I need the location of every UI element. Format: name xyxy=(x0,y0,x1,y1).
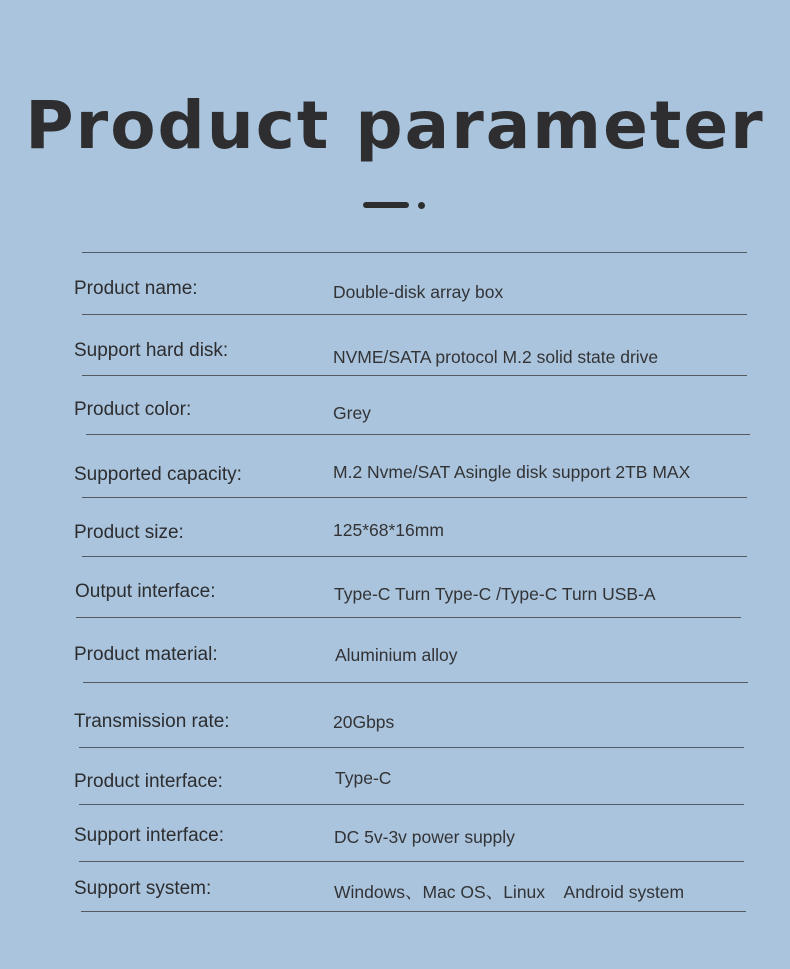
divider xyxy=(81,911,746,912)
divider xyxy=(76,617,741,618)
divider xyxy=(79,747,744,748)
param-value-support-system: Windows、Mac OS、Linux Android system xyxy=(334,882,685,902)
param-value-support-interface: DC 5v-3v power supply xyxy=(334,827,515,847)
param-label-product-name: Product name: xyxy=(74,278,198,299)
divider xyxy=(82,497,747,498)
param-label-product-size: Product size: xyxy=(74,522,184,543)
param-value-product-material: Aluminium alloy xyxy=(335,645,458,665)
param-label-product-material: Product material: xyxy=(74,644,218,665)
divider xyxy=(83,682,748,683)
param-value-supported-capacity: M.2 Nvme/SAT Asingle disk support 2TB MAX xyxy=(333,462,691,482)
param-value-product-size: 125*68*16mm xyxy=(333,520,444,540)
param-value-product-interface: Type-C xyxy=(335,768,392,788)
divider xyxy=(82,375,747,376)
divider xyxy=(82,556,747,557)
param-label-product-color: Product color: xyxy=(74,399,192,420)
page-title: Product parameter xyxy=(25,87,765,164)
divider xyxy=(79,861,744,862)
param-value-output-interface: Type-C Turn Type-C /Type-C Turn USB-A xyxy=(334,584,656,604)
param-label-supported-capacity: Supported capacity: xyxy=(74,464,242,485)
divider xyxy=(82,252,747,253)
param-label-support-system: Support system: xyxy=(74,878,212,899)
param-value-product-name: Double-disk array box xyxy=(333,282,504,302)
param-label-transmission-rate: Transmission rate: xyxy=(74,711,230,732)
param-label-product-interface: Product interface: xyxy=(74,771,223,792)
divider xyxy=(79,804,744,805)
divider xyxy=(86,434,750,435)
param-value-transmission-rate: 20Gbps xyxy=(333,712,395,732)
title-dash-decoration xyxy=(363,202,409,208)
divider xyxy=(82,314,747,315)
param-label-support-hard-disk: Support hard disk: xyxy=(74,340,229,361)
param-value-product-color: Grey xyxy=(333,403,371,423)
param-label-support-interface: Support interface: xyxy=(74,825,224,846)
title-dot-decoration xyxy=(418,202,425,209)
param-value-support-hard-disk: NVME/SATA protocol M.2 solid state drive xyxy=(333,347,659,367)
param-label-output-interface: Output interface: xyxy=(75,581,216,602)
